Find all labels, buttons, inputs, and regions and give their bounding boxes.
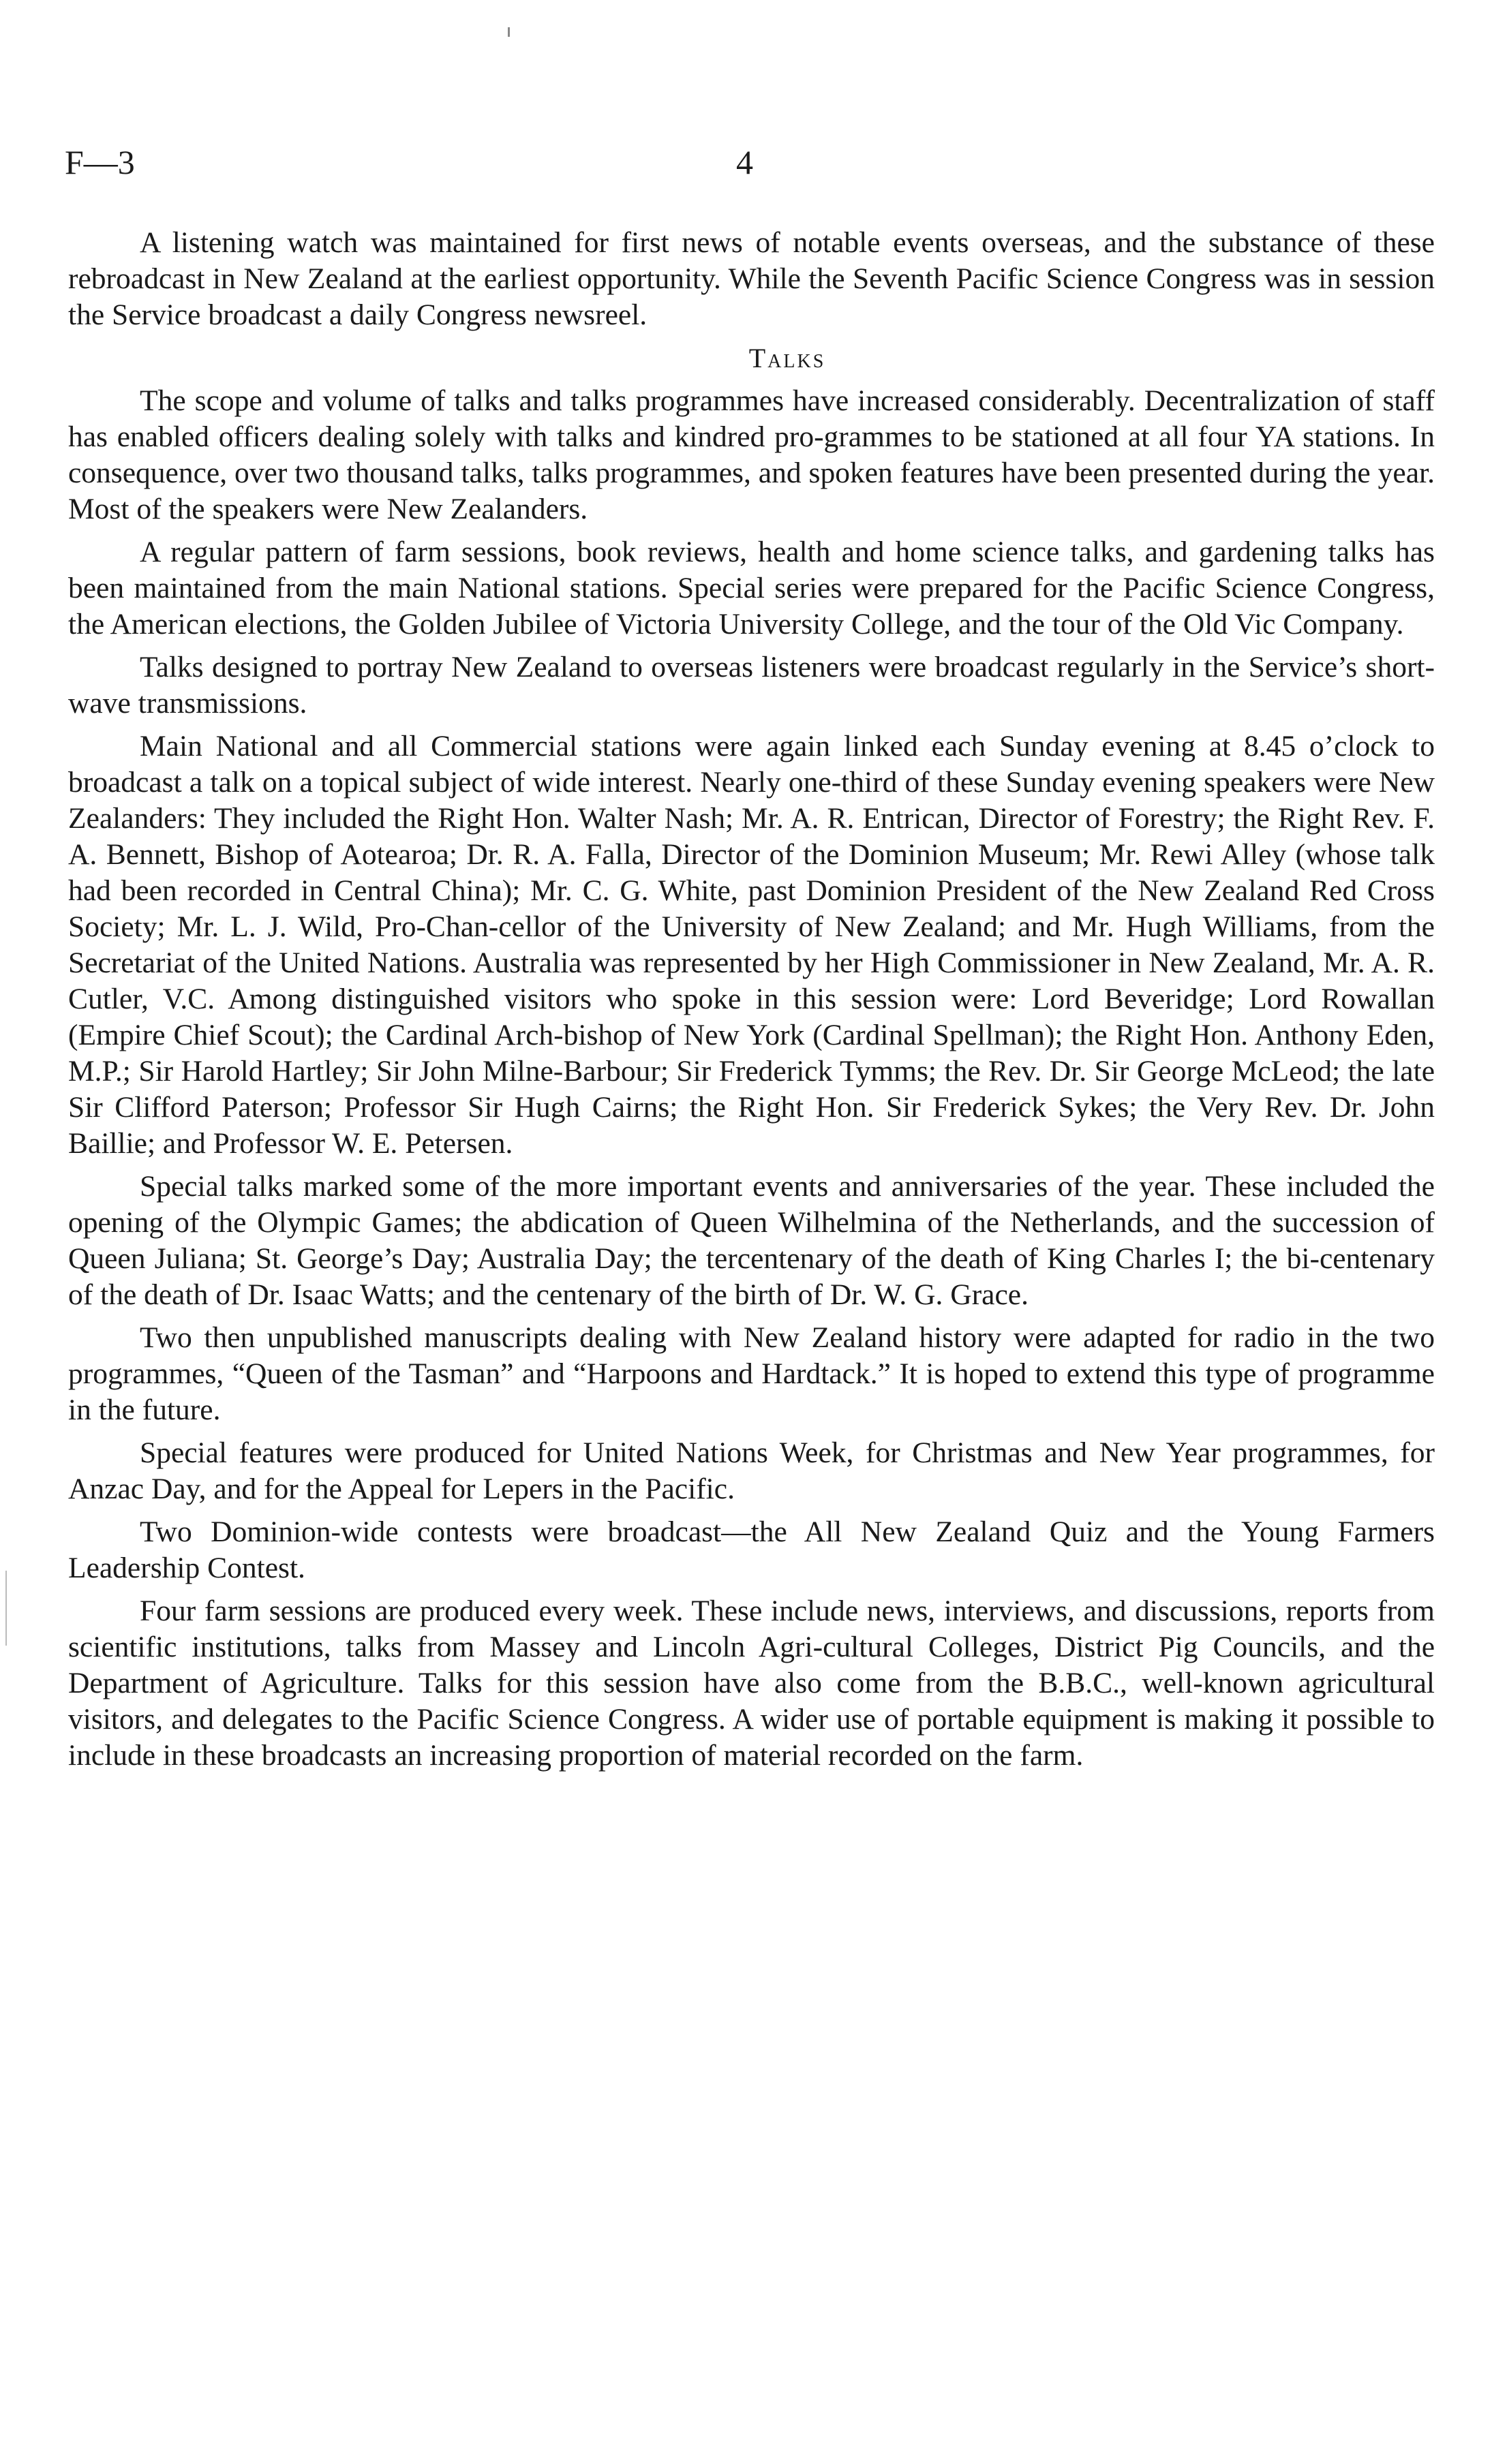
paragraph: The scope and volume of talks and talks programmes have increased considerably. Decentralization of staff has enabled officers dealing solely with talks and kindred pro-grammes to be stationed at all four YA stations. In consequence, over two thousand talks, talks programmes, and spoken features have been presented during the year. Most of the speakers were New Zealanders. bbox=[68, 384, 1435, 525]
margin-scan-line bbox=[5, 1571, 7, 1646]
paragraph: Special talks marked some of the more important events and anniversaries of the year. These included the opening of the Olympic Games; the abdication of Queen Wilhelmina of the Netherlands, and the succession of Queen Juliana; St. George’s Day; Australia Day; the tercentenary of the death of King Charles I; the bi-centenary of the death of Dr. Isaac Watts; and the centenary of the birth of Dr. W. G. Grace. bbox=[68, 1170, 1435, 1311]
section-heading-talks: Talks bbox=[748, 343, 826, 373]
paragraph: Two then unpublished manuscripts dealing with New Zealand history were adapted for radio in the two programmes, “Queen of the Tasman” and “Harpoons and Hardtack.” It is hoped to extend this type of programme in the future. bbox=[68, 1321, 1435, 1426]
page-header bbox=[65, 142, 1435, 183]
document-body bbox=[68, 225, 1435, 1781]
paragraph: Main National and all Commercial stations were again linked each Sunday evening at 8.45 o’clock to broadcast a talk on a topical subject of wide interest. Nearly one-third of these Sunday evening speakers were New Zealanders: They included the Right Hon. Walter Nash; Mr. A. R. Entrican, Director of Forestry; the Right Rev. F. A. Bennett, Bishop of Aotearoa; Dr. R. A. Falla, Director of the Dominion Museum; Mr. Rewi Alley (whose talk had been recorded in Central China); Mr. C. G. White, past Dominion President of the New Zealand Red Cross Society; Mr. L. J. Wild, Pro-Chan-cellor of the University of New Zealand; and Mr. Hugh Williams, from the Secretariat of the United Nations. Australia was represented by her High Commissioner in New Zealand, Mr. A. R. Cutler, V.C. Among distinguished visitors who spoke in this session were: Lord Beveridge; Lord Rowallan (Empire Chief Scout); the Cardinal Arch-bishop of New York (Cardinal Spellman); the Right Hon. Anthony Eden, M.P.; Sir Harold Hartley; Sir John Milne-Barbour; Sir Frederick Tymms; the Rev. Dr. Sir George McLeod; the late Sir Clifford Paterson; Professor Sir Hugh Cairns; the Right Hon. Sir Frederick Sykes; the Very Rev. Dr. John Baillie; and Professor W. E. Petersen. bbox=[68, 730, 1435, 1160]
paragraph: Special features were produced for United Nations Week, for Christmas and New Year programmes, for Anzac Day, and for the Appeal for Lepers in the Pacific. bbox=[68, 1436, 1435, 1505]
page-number: 4 bbox=[736, 143, 753, 181]
print-mark bbox=[508, 27, 510, 37]
paragraph: Four farm sessions are produced every week. These include news, interviews, and discussions, reports from scientific institutions, talks from Massey and Lincoln Agri-cultural Colleges, District Pig Councils, and the Department of Agriculture. Talks for this session have also come from the B.B.C., well-known agricultural visitors, and delegates to the Pacific Science Congress. A wider use of portable equipment is making it possible to include in these broadcasts an increasing proportion of material recorded on the farm. bbox=[68, 1595, 1435, 1772]
paragraph: Talks designed to portray New Zealand to overseas listeners were broadcast regularly in the Service’s short-wave transmissions. bbox=[68, 651, 1435, 720]
paragraph: A regular pattern of farm sessions, book reviews, health and home science talks, and gardening talks has been maintained from the main National stations. Special series were prepared for the Pacific Science Congress, the American elections, the Golden Jubilee of Victoria University College, and the tour of the Old Vic Company. bbox=[68, 536, 1435, 641]
paragraph: Two Dominion-wide contests were broadcast—the All New Zealand Quiz and the Young Farmers Leadership Contest. bbox=[68, 1515, 1435, 1584]
document-reference: F—3 bbox=[65, 143, 135, 181]
paragraph-intro: A listening watch was maintained for first news of notable events overseas, and the substance of these rebroadcast in New Zealand at the earliest opportunity. While the Seventh Pacific Science Congress was in session the Service broadcast a daily Congress newsreel. bbox=[68, 226, 1435, 331]
